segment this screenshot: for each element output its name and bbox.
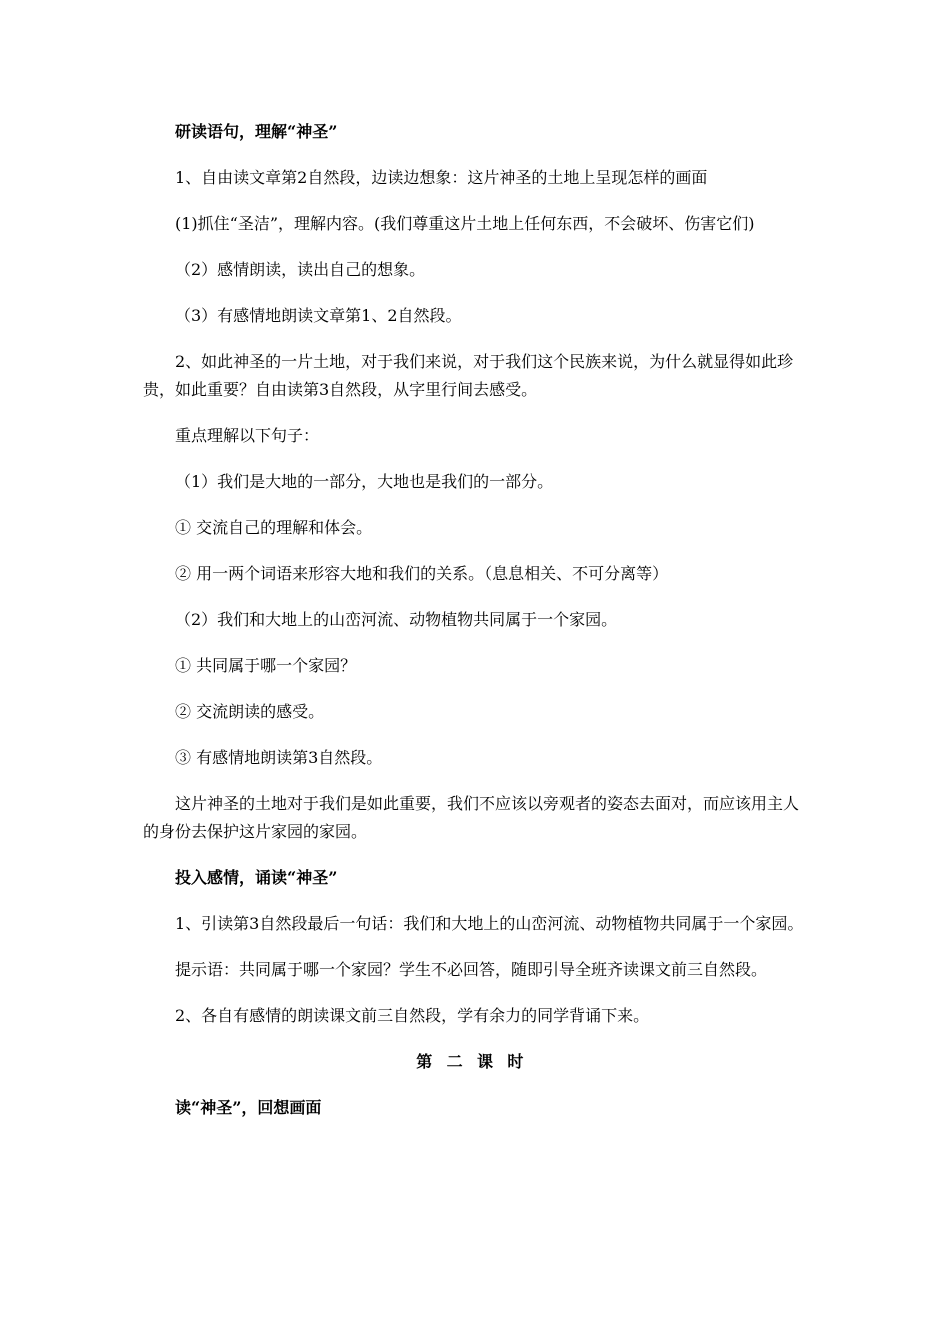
paragraph-4: （3）有感情地朗读文章第1、2自然段。 (175, 306, 462, 325)
section-heading-3: 读“神圣”，回想画面 (175, 1098, 322, 1117)
section-heading-2: 投入感情，诵读“神圣” (175, 868, 338, 887)
paragraph-3: （2）感情朗读，读出自己的想象。 (175, 260, 426, 279)
document-body (143, 118, 811, 1122)
paragraph-13: ③ 有感情地朗读第3自然段。 (175, 748, 383, 767)
paragraph-1: 1、自由读文章第2自然段，边读边想象：这片神圣的土地上呈现怎样的画面 (175, 168, 708, 187)
paragraph-10: （2）我们和大地上的山峦河流、动物植物共同属于一个家园。 (175, 610, 618, 629)
paragraph-17: 提示语：共同属于哪一个家园？学生不必回答，随即引导全班齐读课文前三自然段。 (175, 960, 768, 979)
paragraph-16: 1、引读第3自然段最后一句话：我们和大地上的山峦河流、动物植物共同属于一个家园。 (175, 914, 804, 933)
paragraph-18: 2、各自有感情的朗读课文前三自然段，学有余力的同学背诵下来。 (175, 1006, 650, 1025)
paragraph-9: ② 用一两个词语来形容大地和我们的关系。（息息相关、不可分离等） (175, 564, 669, 583)
paragraph-7: （1）我们是大地的一部分，大地也是我们的一部分。 (175, 472, 554, 491)
paragraph-14: 这片神圣的土地对于我们是如此重要，我们不应该以旁观者的姿态去面对，而应该用主人的身份去保护这片家园的家园。 (143, 794, 800, 841)
section-heading-1: 研读语句，理解“神圣” (175, 122, 338, 141)
lesson-title: 第二课时 (416, 1052, 538, 1071)
paragraph-8: ① 交流自己的理解和体会。 (175, 518, 373, 537)
paragraph-12: ② 交流朗读的感受。 (175, 702, 325, 721)
paragraph-6: 重点理解以下句子： (175, 426, 320, 445)
paragraph-2: (1)抓住“圣洁”，理解内容。(我们尊重这片土地上任何东西，不会破坏、伤害它们) (175, 214, 755, 233)
paragraph-11: ① 共同属于哪一个家园？ (175, 656, 357, 675)
paragraph-5: 2、如此神圣的一片土地，对于我们来说，对于我们这个民族来说，为什么就显得如此珍贵，如此重要？自由读第3自然段，从字里行间去感受。 (143, 352, 794, 399)
